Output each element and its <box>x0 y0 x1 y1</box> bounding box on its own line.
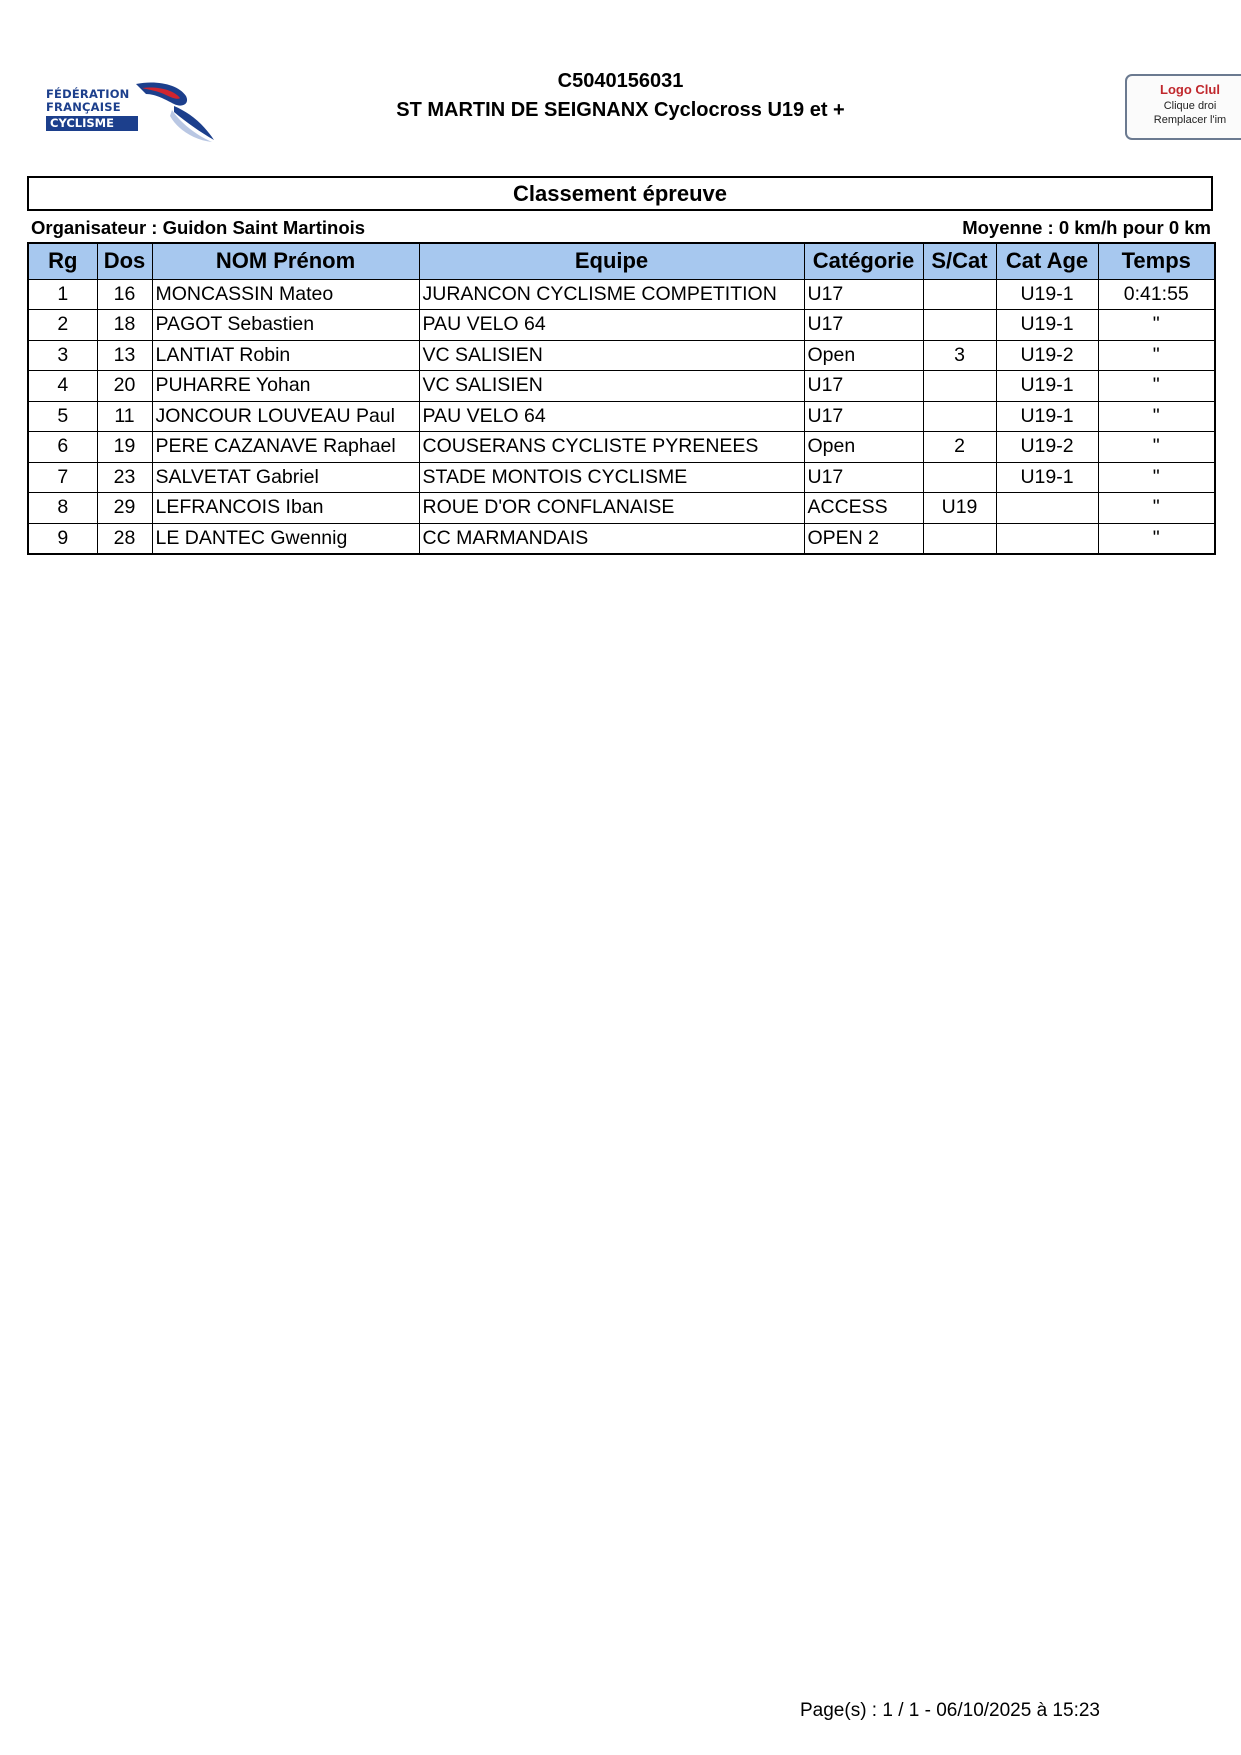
cell-time: " <box>1098 462 1215 493</box>
cell-name: JONCOUR LOUVEAU Paul <box>152 401 419 432</box>
cell-time: 0:41:55 <box>1098 279 1215 310</box>
cell-cat-age <box>996 493 1098 524</box>
cell-rank: 6 <box>28 432 97 463</box>
cell-cat-age: U19-1 <box>996 401 1098 432</box>
column-header-name: NOM Prénom <box>152 243 419 279</box>
cell-bib: 20 <box>97 371 152 402</box>
cell-subcategory: 2 <box>923 432 996 463</box>
cell-subcategory <box>923 523 996 554</box>
cell-name: PAGOT Sebastien <box>152 310 419 341</box>
cell-bib: 11 <box>97 401 152 432</box>
cell-cat-age <box>996 523 1098 554</box>
cell-cat-age: U19-1 <box>996 310 1098 341</box>
cell-bib: 29 <box>97 493 152 524</box>
table-row <box>28 279 1215 310</box>
cell-bib: 13 <box>97 340 152 371</box>
cell-rank: 9 <box>28 523 97 554</box>
column-header-subcategory: S/Cat <box>923 243 996 279</box>
column-header-cat-age: Cat Age <box>996 243 1098 279</box>
cell-time: " <box>1098 371 1215 402</box>
cell-name: LEFRANCOIS Iban <box>152 493 419 524</box>
column-header-team: Equipe <box>419 243 804 279</box>
cell-bib: 28 <box>97 523 152 554</box>
cell-subcategory <box>923 401 996 432</box>
cell-cat-age: U19-1 <box>996 462 1098 493</box>
column-header-rg: Rg <box>28 243 97 279</box>
cell-cat-age: U19-2 <box>996 432 1098 463</box>
results-table-body <box>28 279 1215 554</box>
cell-subcategory <box>923 279 996 310</box>
federation-logo-band: CYCLISME <box>46 116 138 131</box>
organizer-label: Organisateur : Guidon Saint Martinois <box>31 217 366 238</box>
race-title: ST MARTIN DE SEIGNANX Cyclocross U19 et + <box>396 99 845 121</box>
cell-team: PAU VELO 64 <box>419 310 804 341</box>
club-logo-line1: Logo Clul <box>1160 82 1220 97</box>
page-footer: Page(s) : 1 / 1 - 06/10/2025 à 15:23 <box>800 1700 1100 1721</box>
cell-name: LANTIAT Robin <box>152 340 419 371</box>
cell-name: PERE CAZANAVE Raphael <box>152 432 419 463</box>
cell-rank: 2 <box>28 310 97 341</box>
cell-rank: 8 <box>28 493 97 524</box>
cell-subcategory: U19 <box>923 493 996 524</box>
table-row <box>28 523 1215 554</box>
column-header-category: Catégorie <box>804 243 923 279</box>
cell-time: " <box>1098 310 1215 341</box>
cell-bib: 23 <box>97 462 152 493</box>
federation-logo-line1: FÉDÉRATION <box>46 87 130 101</box>
cell-rank: 4 <box>28 371 97 402</box>
club-logo-placeholder <box>1125 74 1241 140</box>
results-table <box>27 242 1216 555</box>
cell-time: " <box>1098 340 1215 371</box>
table-row <box>28 462 1215 493</box>
cell-time: " <box>1098 432 1215 463</box>
table-row <box>28 432 1215 463</box>
cell-name: MONCASSIN Mateo <box>152 279 419 310</box>
table-row <box>28 401 1215 432</box>
cell-team: COUSERANS CYCLISTE PYRENEES <box>419 432 804 463</box>
cell-time: " <box>1098 401 1215 432</box>
table-row <box>28 371 1215 402</box>
cell-time: " <box>1098 523 1215 554</box>
cell-subcategory <box>923 371 996 402</box>
cell-category: Open <box>804 340 923 371</box>
cell-bib: 18 <box>97 310 152 341</box>
federation-logo-line2: FRANÇAISE <box>46 100 121 114</box>
cell-team: CC MARMANDAIS <box>419 523 804 554</box>
cell-category: U17 <box>804 310 923 341</box>
cell-rank: 3 <box>28 340 97 371</box>
cell-team: VC SALISIEN <box>419 371 804 402</box>
cell-subcategory: 3 <box>923 340 996 371</box>
race-code: C5040156031 <box>557 70 684 92</box>
table-header-row <box>28 243 1215 279</box>
cell-team: PAU VELO 64 <box>419 401 804 432</box>
cell-name: SALVETAT Gabriel <box>152 462 419 493</box>
average-speed-label: Moyenne : 0 km/h pour 0 km <box>962 217 1211 238</box>
cell-subcategory <box>923 310 996 341</box>
cell-category: OPEN 2 <box>804 523 923 554</box>
section-title: Classement épreuve <box>27 176 1213 211</box>
cell-team: VC SALISIEN <box>419 340 804 371</box>
cell-category: ACCESS <box>804 493 923 524</box>
cell-category: Open <box>804 432 923 463</box>
cell-name: PUHARRE Yohan <box>152 371 419 402</box>
column-header-time: Temps <box>1098 243 1215 279</box>
cell-category: U17 <box>804 371 923 402</box>
cell-cat-age: U19-2 <box>996 340 1098 371</box>
cell-cat-age: U19-1 <box>996 371 1098 402</box>
club-logo-line2: Clique droi <box>1163 100 1217 112</box>
cell-name: LE DANTEC Gwennig <box>152 523 419 554</box>
cell-rank: 7 <box>28 462 97 493</box>
cell-category: U17 <box>804 462 923 493</box>
cell-time: " <box>1098 493 1215 524</box>
table-row <box>28 340 1215 371</box>
cell-bib: 16 <box>97 279 152 310</box>
cell-category: U17 <box>804 279 923 310</box>
cell-rank: 5 <box>28 401 97 432</box>
cell-category: U17 <box>804 401 923 432</box>
cell-bib: 19 <box>97 432 152 463</box>
cell-rank: 1 <box>28 279 97 310</box>
cell-cat-age: U19-1 <box>996 279 1098 310</box>
cell-team: STADE MONTOIS CYCLISME <box>419 462 804 493</box>
cell-team: JURANCON CYCLISME COMPETITION <box>419 279 804 310</box>
column-header-dos: Dos <box>97 243 152 279</box>
cell-subcategory <box>923 462 996 493</box>
club-logo-line3: Remplacer l'im <box>1153 114 1227 126</box>
table-row <box>28 493 1215 524</box>
cell-team: ROUE D'OR CONFLANAISE <box>419 493 804 524</box>
table-row <box>28 310 1215 341</box>
